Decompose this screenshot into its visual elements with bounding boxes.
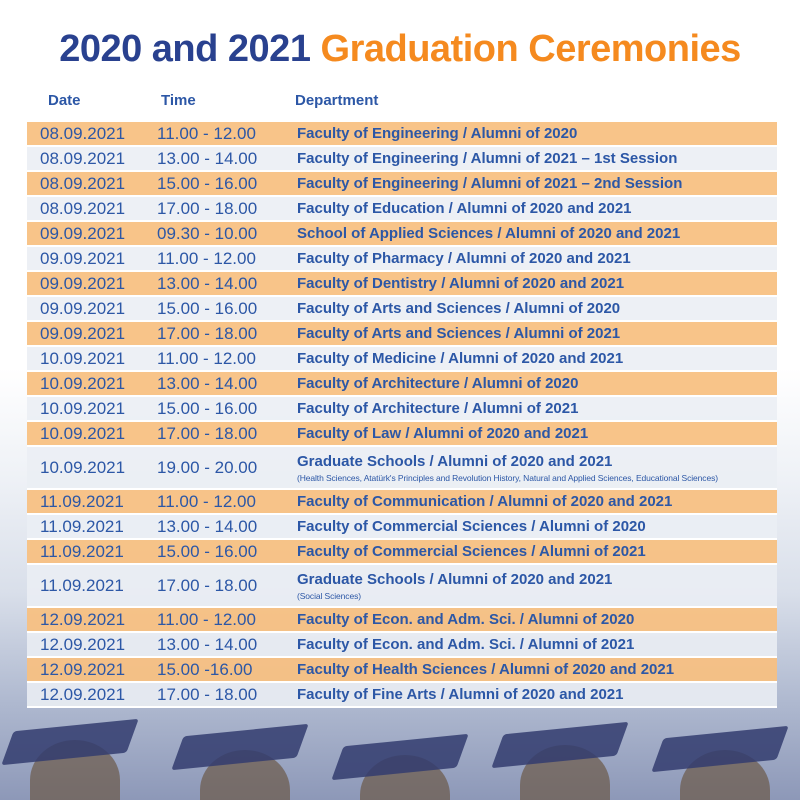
row-time: 11.00 - 12.00 — [157, 348, 256, 368]
row-department — [297, 350, 777, 367]
row-department — [297, 453, 777, 483]
row-time: 13.00 - 14.00 — [157, 373, 258, 393]
table-row — [27, 197, 777, 222]
table-row — [27, 247, 777, 272]
row-date: 10.09.2021 — [40, 457, 126, 477]
row-time: 13.00 - 14.00 — [157, 148, 258, 168]
title-ceremonies: Graduation Ceremonies — [320, 28, 741, 70]
row-date: 08.09.2021 — [40, 123, 126, 143]
row-time: 09.30 - 10.00 — [157, 223, 258, 243]
row-time: 15.00 -16.00 — [157, 659, 253, 679]
header-date: Date — [48, 92, 81, 109]
department-name: Graduate Schools / Alumni of 2020 and 2021 — [297, 570, 613, 588]
row-date: 11.09.2021 — [40, 575, 124, 595]
header-department: Department — [295, 92, 379, 109]
table-row — [27, 297, 777, 322]
row-time: 13.00 - 14.00 — [157, 634, 258, 654]
row-time: 17.00 - 18.00 — [157, 198, 258, 218]
department-name: Faculty of Arts and Sciences / Alumni of 2021 — [297, 325, 621, 342]
row-department — [297, 275, 777, 292]
row-date: 08.09.2021 — [40, 198, 126, 218]
row-department — [297, 493, 777, 510]
row-date: 09.09.2021 — [40, 298, 126, 318]
graduation-cap — [171, 724, 308, 770]
table-row — [27, 322, 777, 347]
row-time: 11.00 - 12.00 — [157, 123, 256, 143]
table-row — [27, 633, 777, 658]
row-time: 13.00 - 14.00 — [157, 516, 258, 536]
table-row — [27, 540, 777, 565]
table-row — [27, 372, 777, 397]
table-row — [27, 515, 777, 540]
row-date: 12.09.2021 — [40, 634, 126, 654]
department-name: Faculty of Education / Alumni of 2020 and 2021 — [297, 200, 632, 217]
table-row — [27, 147, 777, 172]
row-date: 08.09.2021 — [40, 148, 126, 168]
row-date: 11.09.2021 — [40, 516, 124, 536]
graduation-cap — [491, 722, 628, 768]
department-name: Faculty of Econ. and Adm. Sci. / Alumni of 2021 — [297, 636, 635, 653]
table-row — [27, 272, 777, 297]
header-time: Time — [161, 92, 196, 109]
table-row — [27, 347, 777, 372]
row-time: 17.00 - 18.00 — [157, 684, 258, 704]
department-name: Faculty of Engineering / Alumni of 2021 – 1st Session — [297, 150, 678, 167]
department-name: Faculty of Health Sciences / Alumni of 2020 and 2021 — [297, 661, 675, 678]
table-row — [27, 447, 777, 490]
row-department — [297, 571, 777, 601]
row-time: 15.00 - 16.00 — [157, 173, 258, 193]
table-row — [27, 122, 777, 147]
department-name: Faculty of Communication / Alumni of 2020 and 2021 — [297, 493, 673, 510]
table-row — [27, 683, 777, 708]
row-date: 09.09.2021 — [40, 223, 126, 243]
row-department — [297, 518, 777, 535]
row-department — [297, 125, 777, 142]
row-department — [297, 611, 777, 628]
department-note: (Social Sciences) — [297, 590, 361, 601]
graduation-cap — [1, 719, 138, 765]
schedule-table — [27, 122, 777, 708]
row-time: 15.00 - 16.00 — [157, 398, 258, 418]
graduation-cap — [651, 726, 788, 772]
table-row — [27, 565, 777, 608]
table-row — [27, 397, 777, 422]
table-row — [27, 172, 777, 197]
row-department — [297, 375, 777, 392]
table-row — [27, 490, 777, 515]
department-note: (Health Sciences, Atatürk's Principles and Revolution History, Natural and Applied Sciences, Educational Sciences) — [297, 472, 718, 483]
row-department — [297, 325, 777, 342]
row-date: 10.09.2021 — [40, 423, 126, 443]
row-date: 12.09.2021 — [40, 684, 126, 704]
graduation-cap — [331, 734, 468, 780]
row-date: 09.09.2021 — [40, 273, 126, 293]
row-time: 11.00 - 12.00 — [157, 491, 256, 511]
department-name: School of Applied Sciences / Alumni of 2020 and 2021 — [297, 225, 681, 242]
row-department — [297, 150, 777, 167]
row-department — [297, 200, 777, 217]
row-time: 17.00 - 18.00 — [157, 423, 258, 443]
table-row — [27, 222, 777, 247]
department-name: Faculty of Architecture / Alumni of 2021 — [297, 400, 579, 417]
row-date: 08.09.2021 — [40, 173, 126, 193]
row-department — [297, 175, 777, 192]
row-time: 17.00 - 18.00 — [157, 575, 258, 595]
department-name: Faculty of Commercial Sciences / Alumni of 2021 — [297, 543, 646, 560]
department-name: Faculty of Engineering / Alumni of 2020 — [297, 125, 578, 142]
row-time: 11.00 - 12.00 — [157, 609, 256, 629]
row-date: 10.09.2021 — [40, 348, 126, 368]
row-time: 15.00 - 16.00 — [157, 298, 258, 318]
row-department — [297, 400, 777, 417]
row-time: 11.00 - 12.00 — [157, 248, 256, 268]
department-name: Faculty of Commercial Sciences / Alumni of 2020 — [297, 518, 646, 535]
row-time: 19.00 - 20.00 — [157, 457, 258, 477]
row-date: 09.09.2021 — [40, 323, 126, 343]
row-department — [297, 225, 777, 242]
department-name: Faculty of Pharmacy / Alumni of 2020 and 2021 — [297, 250, 631, 267]
row-department — [297, 250, 777, 267]
row-department — [297, 661, 777, 678]
row-department — [297, 543, 777, 560]
row-date: 10.09.2021 — [40, 373, 126, 393]
title-years: 2020 and 2021 — [59, 28, 311, 70]
row-department — [297, 686, 777, 703]
page-title — [0, 28, 800, 71]
row-date: 11.09.2021 — [40, 491, 124, 511]
department-name: Faculty of Medicine / Alumni of 2020 and 2021 — [297, 350, 624, 367]
department-name: Faculty of Law / Alumni of 2020 and 2021 — [297, 425, 589, 442]
department-name: Faculty of Arts and Sciences / Alumni of 2020 — [297, 300, 621, 317]
row-department — [297, 636, 777, 653]
table-row — [27, 422, 777, 447]
row-date: 10.09.2021 — [40, 398, 126, 418]
department-name: Faculty of Econ. and Adm. Sci. / Alumni of 2020 — [297, 611, 635, 628]
table-row — [27, 658, 777, 683]
row-date: 11.09.2021 — [40, 541, 124, 561]
department-name: Faculty of Architecture / Alumni of 2020 — [297, 375, 579, 392]
row-date: 09.09.2021 — [40, 248, 126, 268]
row-time: 15.00 - 16.00 — [157, 541, 258, 561]
department-name: Faculty of Engineering / Alumni of 2021 – 2nd Session — [297, 175, 683, 192]
row-date: 12.09.2021 — [40, 659, 126, 679]
row-department — [297, 300, 777, 317]
department-name: Faculty of Dentistry / Alumni of 2020 and 2021 — [297, 275, 625, 292]
row-time: 13.00 - 14.00 — [157, 273, 258, 293]
table-row — [27, 608, 777, 633]
row-time: 17.00 - 18.00 — [157, 323, 258, 343]
row-date: 12.09.2021 — [40, 609, 126, 629]
department-name: Graduate Schools / Alumni of 2020 and 2021 — [297, 452, 613, 470]
department-name: Faculty of Fine Arts / Alumni of 2020 and 2021 — [297, 686, 624, 703]
row-department — [297, 425, 777, 442]
